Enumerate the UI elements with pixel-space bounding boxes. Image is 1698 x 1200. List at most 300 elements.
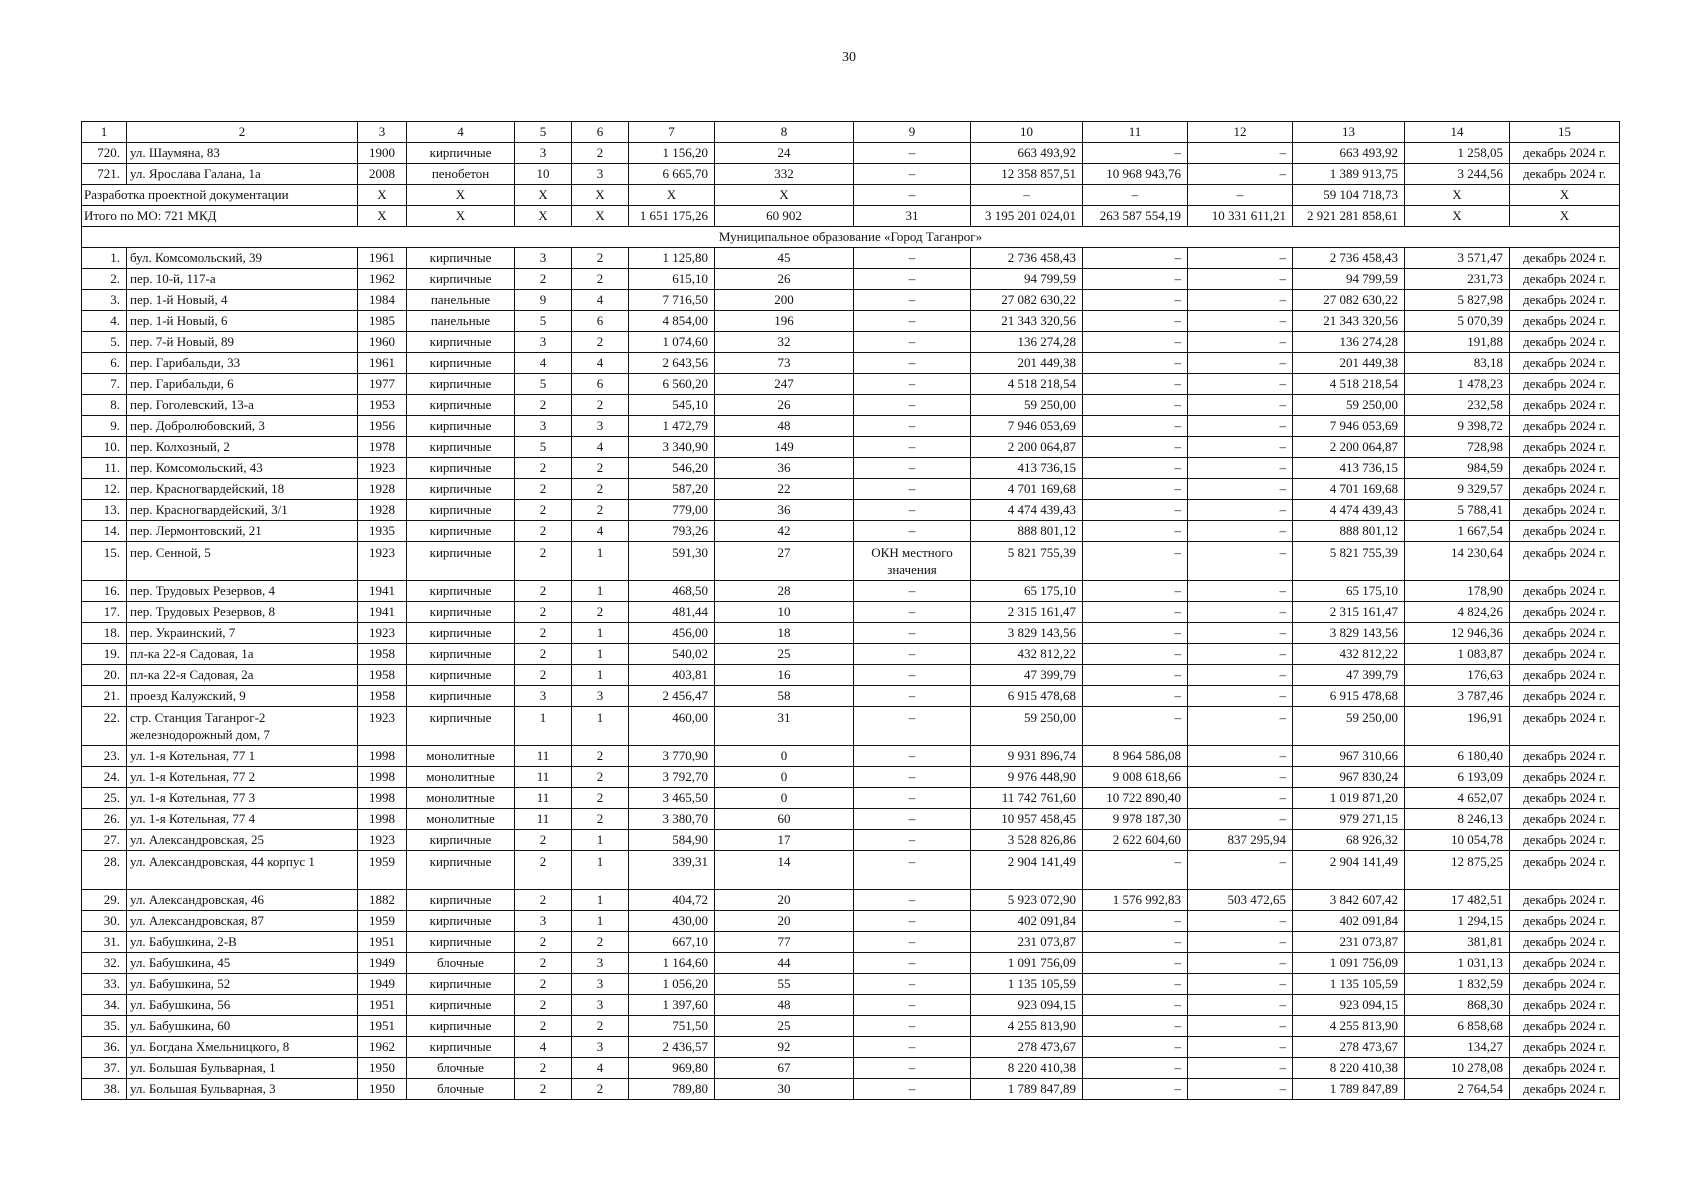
table-cell: 1 019 871,20 (1293, 788, 1405, 809)
table-cell: декабрь 2024 г. (1510, 1037, 1620, 1058)
table-cell: кирпичные (407, 686, 515, 707)
table-row (82, 395, 1620, 416)
table-cell: 8. (82, 395, 127, 416)
table-cell: 12 946,36 (1405, 623, 1510, 644)
table-cell: – (854, 248, 971, 269)
table-cell: ул. 1-я Котельная, 77 3 (127, 788, 358, 809)
table-cell: ул. Бабушкина, 2-В (127, 932, 358, 953)
table-cell: 2 315 161,47 (971, 602, 1083, 623)
table-cell: 4 (572, 290, 629, 311)
table-cell: X (1405, 206, 1510, 227)
table-cell: – (1083, 665, 1188, 686)
table-cell: – (1188, 581, 1293, 602)
table-cell: 3 (572, 995, 629, 1016)
table-cell: 26. (82, 809, 127, 830)
table-cell: 20 (715, 911, 854, 932)
table-row (82, 746, 1620, 767)
table-cell: декабрь 2024 г. (1510, 332, 1620, 353)
table-cell: 28. (82, 851, 127, 890)
table-cell: 751,50 (629, 1016, 715, 1037)
table-cell: – (1083, 395, 1188, 416)
table-cell: кирпичные (407, 479, 515, 500)
table-row (82, 269, 1620, 290)
table-cell: 149 (715, 437, 854, 458)
table-cell: 1 091 756,09 (971, 953, 1083, 974)
table-cell: – (854, 995, 971, 1016)
table-cell: X (629, 185, 715, 206)
table-cell: декабрь 2024 г. (1510, 788, 1620, 809)
table-cell: ул. Александровская, 25 (127, 830, 358, 851)
table-cell: декабрь 2024 г. (1510, 746, 1620, 767)
table-cell: – (854, 353, 971, 374)
table-cell: 1 (572, 665, 629, 686)
table-cell: 136 274,28 (1293, 332, 1405, 353)
table-cell: 1 (572, 623, 629, 644)
table-cell: 721. (82, 164, 127, 185)
table-cell: декабрь 2024 г. (1510, 1058, 1620, 1079)
table-cell: ул. 1-я Котельная, 77 2 (127, 767, 358, 788)
table-cell: – (1083, 248, 1188, 269)
table-cell: 10. (82, 437, 127, 458)
table-cell: 94 799,59 (971, 269, 1083, 290)
table-cell: – (854, 809, 971, 830)
table-cell: кирпичные (407, 995, 515, 1016)
table-cell: 4 518 218,54 (1293, 374, 1405, 395)
table-cell: 481,44 (629, 602, 715, 623)
table-cell: 8 964 586,08 (1083, 746, 1188, 767)
table-cell: 663 493,92 (1293, 143, 1405, 164)
table-cell: ул. Александровская, 46 (127, 890, 358, 911)
table-cell: 4 (572, 521, 629, 542)
table-cell: 28 (715, 581, 854, 602)
table-cell: X (572, 206, 629, 227)
table-cell: ул. 1-я Котельная, 77 1 (127, 746, 358, 767)
table-cell: 11 (515, 809, 572, 830)
table-row (82, 767, 1620, 788)
table-cell: 17. (82, 602, 127, 623)
table-cell: 59 250,00 (971, 395, 1083, 416)
table-cell: проезд Калужский, 9 (127, 686, 358, 707)
table-cell: 10 (715, 602, 854, 623)
table-cell: 14. (82, 521, 127, 542)
table-cell: – (854, 644, 971, 665)
table-cell: кирпичные (407, 974, 515, 995)
table-cell: 2 (515, 623, 572, 644)
table-cell: 3 195 201 024,01 (971, 206, 1083, 227)
table-cell: 1 164,60 (629, 953, 715, 974)
table-cell: пер. 10-й, 117-а (127, 269, 358, 290)
table-cell: 1 (572, 911, 629, 932)
table-cell: 33. (82, 974, 127, 995)
table-cell: 1 135 105,59 (971, 974, 1083, 995)
table-cell: 23. (82, 746, 127, 767)
table-row (82, 809, 1620, 830)
table-cell: 1998 (358, 767, 407, 788)
table-cell: декабрь 2024 г. (1510, 974, 1620, 995)
table-cell: – (1083, 911, 1188, 932)
table-cell: 4 (515, 353, 572, 374)
table-cell: – (854, 911, 971, 932)
table-cell: 32. (82, 953, 127, 974)
table-row (82, 1058, 1620, 1079)
table-cell: 67 (715, 1058, 854, 1079)
table-cell: 2 622 604,60 (1083, 830, 1188, 851)
table-cell: кирпичные (407, 269, 515, 290)
table-cell: – (1083, 269, 1188, 290)
table-cell: – (854, 851, 971, 890)
table-cell: 9 931 896,74 (971, 746, 1083, 767)
table-cell: 1959 (358, 851, 407, 890)
table-cell: 1. (82, 248, 127, 269)
table-cell: – (854, 290, 971, 311)
table-cell: 27 (715, 542, 854, 581)
table-cell: 0 (715, 788, 854, 809)
table-cell: 31 (854, 206, 971, 227)
column-number-cell: 11 (1083, 122, 1188, 143)
table-cell: 10 054,78 (1405, 830, 1510, 851)
table-cell: – (1188, 746, 1293, 767)
table-cell: – (854, 437, 971, 458)
table-cell: 231 073,87 (1293, 932, 1405, 953)
table-cell: – (1083, 374, 1188, 395)
table-cell: – (1188, 767, 1293, 788)
table-cell: 60 (715, 809, 854, 830)
table-cell: 20. (82, 665, 127, 686)
table-cell: 5 (515, 374, 572, 395)
table-cell: – (854, 1058, 971, 1079)
table-cell: 1941 (358, 581, 407, 602)
table-cell: – (1188, 788, 1293, 809)
table-cell: 31 (715, 707, 854, 746)
table-cell: 6 560,20 (629, 374, 715, 395)
table-cell: – (1188, 953, 1293, 974)
table-cell: 967 830,24 (1293, 767, 1405, 788)
table-row (82, 311, 1620, 332)
table-cell: 2 921 281 858,61 (1293, 206, 1405, 227)
table-cell: 1961 (358, 353, 407, 374)
table-cell: – (1083, 416, 1188, 437)
table-cell: 231,73 (1405, 269, 1510, 290)
table-cell: 1953 (358, 395, 407, 416)
table-cell: 31. (82, 932, 127, 953)
table-cell: кирпичные (407, 143, 515, 164)
table-cell: 4 701 169,68 (971, 479, 1083, 500)
table-cell: 26 (715, 395, 854, 416)
table-cell: бул. Комсомольский, 39 (127, 248, 358, 269)
table-cell: 1959 (358, 911, 407, 932)
table-cell: 25 (715, 644, 854, 665)
table-cell: 2 200 064,87 (971, 437, 1083, 458)
table-cell: кирпичные (407, 665, 515, 686)
table-cell: 1923 (358, 623, 407, 644)
table-cell: 4 474 439,43 (971, 500, 1083, 521)
table-cell: – (854, 269, 971, 290)
table-cell: – (1188, 809, 1293, 830)
table-cell: – (854, 686, 971, 707)
table-cell: 615,10 (629, 269, 715, 290)
table-cell: 789,80 (629, 1079, 715, 1100)
table-row (82, 500, 1620, 521)
table-cell: – (1083, 851, 1188, 890)
table-cell: 1 (572, 890, 629, 911)
table-cell: 2 315 161,47 (1293, 602, 1405, 623)
table-cell: – (1188, 1079, 1293, 1100)
table-cell: 2 (572, 248, 629, 269)
table-cell: 29. (82, 890, 127, 911)
table-cell: 2 (515, 479, 572, 500)
table-cell: пенобетон (407, 164, 515, 185)
table-cell: кирпичные (407, 353, 515, 374)
table-cell: кирпичные (407, 248, 515, 269)
table-cell: 4 (572, 437, 629, 458)
table-cell: – (854, 479, 971, 500)
table-cell: 1958 (358, 686, 407, 707)
table-cell: 332 (715, 164, 854, 185)
table-cell: – (1083, 1058, 1188, 1079)
table-cell: декабрь 2024 г. (1510, 809, 1620, 830)
table-cell: декабрь 2024 г. (1510, 686, 1620, 707)
table-cell: декабрь 2024 г. (1510, 707, 1620, 746)
table-cell: 5 821 755,39 (1293, 542, 1405, 581)
table-row (82, 890, 1620, 911)
table-cell: 10 (515, 164, 572, 185)
table-cell: пер. 7-й Новый, 89 (127, 332, 358, 353)
table-cell: 1958 (358, 665, 407, 686)
table-cell: – (854, 1079, 971, 1100)
table-cell: – (854, 521, 971, 542)
table-cell: 468,50 (629, 581, 715, 602)
table-cell: – (1188, 269, 1293, 290)
table-cell: 22. (82, 707, 127, 746)
table-cell: 3 792,70 (629, 767, 715, 788)
table-row (82, 332, 1620, 353)
table-cell: 35. (82, 1016, 127, 1037)
table-cell: – (854, 746, 971, 767)
table-cell: декабрь 2024 г. (1510, 830, 1620, 851)
table-cell: 1 031,13 (1405, 953, 1510, 974)
table-cell: 1984 (358, 290, 407, 311)
table-cell: 2 (515, 1079, 572, 1100)
table-cell: 967 310,66 (1293, 746, 1405, 767)
table-cell: 44 (715, 953, 854, 974)
table-cell: – (1083, 953, 1188, 974)
table-cell: декабрь 2024 г. (1510, 374, 1620, 395)
table-cell: X (358, 185, 407, 206)
total-row (82, 206, 1620, 227)
table-cell: ул. Александровская, 87 (127, 911, 358, 932)
table-cell: 16 (715, 665, 854, 686)
table-row (82, 248, 1620, 269)
table-cell: – (1083, 521, 1188, 542)
table-cell: – (854, 890, 971, 911)
table-cell: – (1083, 458, 1188, 479)
table-cell: 20 (715, 890, 854, 911)
table-cell: – (1188, 500, 1293, 521)
table-cell: 1998 (358, 746, 407, 767)
table-cell: 2 (515, 542, 572, 581)
table-cell: 1950 (358, 1079, 407, 1100)
table-cell: 10 968 943,76 (1083, 164, 1188, 185)
column-number-cell: 6 (572, 122, 629, 143)
table-cell: – (1083, 332, 1188, 353)
table-cell: 2 (515, 932, 572, 953)
table-cell: 24 (715, 143, 854, 164)
table-cell: 3 (572, 164, 629, 185)
table-cell: – (1188, 686, 1293, 707)
table-cell: – (1188, 248, 1293, 269)
table-cell: – (1083, 185, 1188, 206)
table-cell: 5 827,98 (1405, 290, 1510, 311)
table-row (82, 143, 1620, 164)
table-cell: 232,58 (1405, 395, 1510, 416)
table-cell: 24. (82, 767, 127, 788)
table-cell: 68 926,32 (1293, 830, 1405, 851)
table-cell: 21 343 320,56 (971, 311, 1083, 332)
table-cell: 201 449,38 (971, 353, 1083, 374)
table-cell: 1900 (358, 143, 407, 164)
table-cell: 2 (515, 995, 572, 1016)
table-cell: 178,90 (1405, 581, 1510, 602)
table-cell: 2 (515, 1058, 572, 1079)
table-cell: 587,20 (629, 479, 715, 500)
table-cell: 1998 (358, 809, 407, 830)
table-cell: 65 175,10 (1293, 581, 1405, 602)
table-cell: 200 (715, 290, 854, 311)
table-cell: X (407, 206, 515, 227)
table-cell: 3. (82, 290, 127, 311)
table-cell: кирпичные (407, 458, 515, 479)
table-cell: пер. Колхозный, 2 (127, 437, 358, 458)
table-cell: 27 082 630,22 (971, 290, 1083, 311)
table-cell: пер. Гоголевский, 13-а (127, 395, 358, 416)
table-cell: декабрь 2024 г. (1510, 1079, 1620, 1100)
table-cell: 10 331 611,21 (1188, 206, 1293, 227)
table-cell: 3 528 826,86 (971, 830, 1083, 851)
table-cell: ул. Александровская, 44 корпус 1 (127, 851, 358, 890)
table-cell: кирпичные (407, 542, 515, 581)
table-cell: – (1188, 311, 1293, 332)
table-cell: 10 957 458,45 (971, 809, 1083, 830)
table-cell: X (515, 185, 572, 206)
table-cell: декабрь 2024 г. (1510, 665, 1620, 686)
table-cell: 584,90 (629, 830, 715, 851)
table-cell: 6 (572, 374, 629, 395)
table-cell: 1962 (358, 1037, 407, 1058)
table-cell: – (1188, 353, 1293, 374)
table-cell: 1 667,54 (1405, 521, 1510, 542)
table-cell: 2 (515, 644, 572, 665)
table-cell: 3 (515, 248, 572, 269)
table-row (82, 521, 1620, 542)
table-cell: кирпичные (407, 374, 515, 395)
table-cell: – (1083, 290, 1188, 311)
table-cell: ул. Большая Бульварная, 3 (127, 1079, 358, 1100)
table-cell: 36. (82, 1037, 127, 1058)
table-cell: 48 (715, 416, 854, 437)
table-cell: – (1083, 581, 1188, 602)
table-cell: 1951 (358, 1016, 407, 1037)
table-cell: 4 (572, 1058, 629, 1079)
table-cell: 1 (572, 581, 629, 602)
table-cell: – (854, 602, 971, 623)
table-cell: 18 (715, 623, 854, 644)
table-cell: пер. Лермонтовский, 21 (127, 521, 358, 542)
table-cell: декабрь 2024 г. (1510, 269, 1620, 290)
table-cell: 402 091,84 (971, 911, 1083, 932)
design-docs-row (82, 185, 1620, 206)
table-cell: – (854, 143, 971, 164)
table-cell: 34. (82, 995, 127, 1016)
table-cell: 1950 (358, 1058, 407, 1079)
table-cell: 136 274,28 (971, 332, 1083, 353)
column-number-cell: 2 (127, 122, 358, 143)
table-cell: 1 (572, 542, 629, 581)
table-cell: – (854, 665, 971, 686)
table-cell: – (1188, 911, 1293, 932)
table-cell: 0 (715, 746, 854, 767)
table-cell: панельные (407, 311, 515, 332)
table-cell: декабрь 2024 г. (1510, 311, 1620, 332)
table-cell: 45 (715, 248, 854, 269)
table-cell: 2 (515, 269, 572, 290)
table-cell: 413 736,15 (1293, 458, 1405, 479)
table-cell: 6 858,68 (1405, 1016, 1510, 1037)
table-cell: 58 (715, 686, 854, 707)
table-cell: 2 (515, 1016, 572, 1037)
table-cell: 3 (515, 143, 572, 164)
table-cell: декабрь 2024 г. (1510, 395, 1620, 416)
table-cell: ул. 1-я Котельная, 77 4 (127, 809, 358, 830)
table-cell: 1956 (358, 416, 407, 437)
table-cell: – (854, 623, 971, 644)
table-cell: – (1188, 542, 1293, 581)
table-cell: X (1510, 206, 1620, 227)
table-cell: 1998 (358, 788, 407, 809)
table-cell: 2 904 141,49 (1293, 851, 1405, 890)
table-cell: 30 (715, 1079, 854, 1100)
table-cell: 3 (572, 953, 629, 974)
table-cell: 83,18 (1405, 353, 1510, 374)
table-cell: декабрь 2024 г. (1510, 851, 1620, 890)
table-cell: 456,00 (629, 623, 715, 644)
table-cell: 77 (715, 932, 854, 953)
table-cell: 381,81 (1405, 932, 1510, 953)
table-cell: кирпичные (407, 581, 515, 602)
table-cell: – (1188, 479, 1293, 500)
table-cell: 1923 (358, 830, 407, 851)
table-cell: 6 915 478,68 (971, 686, 1083, 707)
table-cell: декабрь 2024 г. (1510, 143, 1620, 164)
table-cell: 3 (515, 332, 572, 353)
table-cell: декабрь 2024 г. (1510, 353, 1620, 374)
column-number-cell: 15 (1510, 122, 1620, 143)
table-cell: – (1083, 1079, 1188, 1100)
table-cell: 1949 (358, 953, 407, 974)
table-cell: 65 175,10 (971, 581, 1083, 602)
table-cell: 6 180,40 (1405, 746, 1510, 767)
table-cell: 4 255 813,90 (1293, 1016, 1405, 1037)
table-cell: 413 736,15 (971, 458, 1083, 479)
table-cell: 1 (572, 707, 629, 746)
table-cell: 3 (515, 686, 572, 707)
table-cell: декабрь 2024 г. (1510, 164, 1620, 185)
table-cell: X (572, 185, 629, 206)
table-cell: – (1083, 542, 1188, 581)
column-number-cell: 9 (854, 122, 971, 143)
table-cell: кирпичные (407, 623, 515, 644)
table-cell: – (1188, 1037, 1293, 1058)
table-cell: 2 200 064,87 (1293, 437, 1405, 458)
